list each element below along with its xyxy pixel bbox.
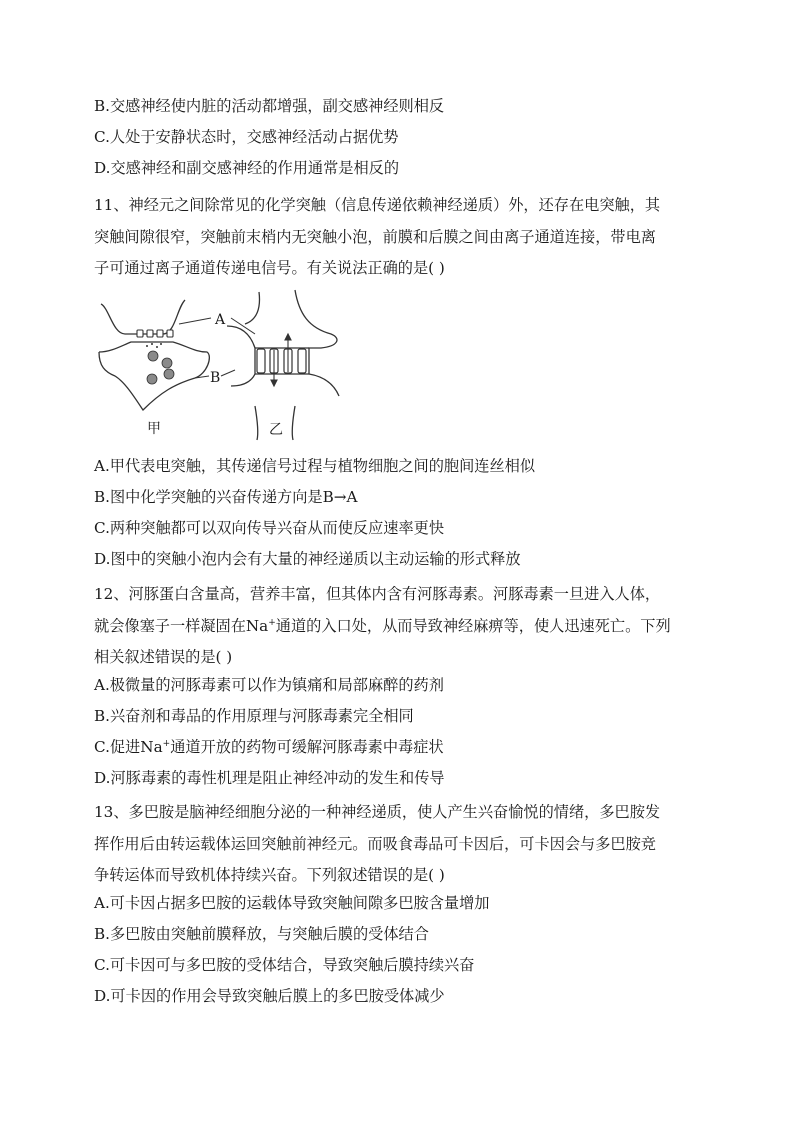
q12-stem bbox=[94, 579, 704, 674]
q12-option-c-text: C.促进Na bbox=[94, 738, 163, 756]
ion-channel bbox=[257, 349, 265, 373]
q12-stem-line bbox=[94, 611, 704, 643]
q12-option-a: A.极微量的河豚毒素可以作为镇痛和局部麻醉的药剂 bbox=[94, 676, 444, 694]
caption-jia: 甲 bbox=[147, 421, 161, 437]
yi-right-cell bbox=[295, 290, 339, 396]
synaptic-vesicle bbox=[148, 351, 158, 361]
q12-option-b: B.兴奋剂和毒品的作用原理与河豚毒素完全相同 bbox=[94, 707, 414, 725]
q12-stem-sup: + bbox=[268, 617, 276, 628]
q13-option-c: C.可卡因可与多巴胺的受体结合，导致突触后膜持续兴奋 bbox=[94, 956, 475, 974]
q12-option-c-text: 通道开放的药物可缓解河豚毒素中毒症状 bbox=[170, 738, 444, 756]
q13-stem-line: 争转运体而导致机体持续兴奋。下列叙述错误的是( ) bbox=[94, 866, 445, 884]
q10-option-d: D.交感神经和副交感神经的作用通常是相反的 bbox=[94, 159, 400, 177]
q11-stem-line: 11、神经元之间除常见的化学突触（信息传递依赖神经递质）外，还存在电突触，其 bbox=[94, 196, 661, 214]
q13-stem-line: 13、多巴胺是脑神经细胞分泌的一种神经递质，使人产生兴奋愉悦的情绪，多巴胺发 bbox=[94, 803, 661, 821]
up-arrow-head bbox=[285, 334, 291, 340]
q13-stem bbox=[94, 797, 704, 892]
label-b: B bbox=[210, 370, 221, 386]
receptor bbox=[147, 330, 153, 337]
q12-stem-line: 相关叙述错误的是( ) bbox=[94, 648, 233, 666]
q11-stem-line: 子可通过离子通道传递电信号。有关说法正确的是( ) bbox=[94, 259, 445, 277]
down-arrow-head bbox=[271, 380, 277, 386]
q12-stem-text: 就会像塞子一样凝固在Na bbox=[94, 616, 269, 635]
neurotransmitter-dot bbox=[146, 345, 148, 347]
q12-option-d: D.河豚毒素的毒性机理是阻止神经冲动的发生和传导 bbox=[94, 769, 445, 787]
q12-stem-line: 12、河豚蛋白含量高，营养丰富，但其体内含有河豚毒素。河豚毒素一旦进入人体， bbox=[94, 585, 661, 603]
label-a-leader bbox=[179, 318, 211, 324]
q11-stem bbox=[94, 190, 704, 285]
synaptic-vesicle bbox=[164, 369, 174, 379]
q11-option-b: B.图中化学突触的兴奋传递方向是B→A bbox=[94, 488, 358, 506]
yi-left-cell bbox=[227, 326, 255, 386]
neurotransmitter-dot bbox=[160, 343, 162, 345]
q13-option-a: A.可卡因占据多巴胺的运载体导致突触间隙多巴胺含量增加 bbox=[94, 894, 490, 912]
label-a: A bbox=[215, 312, 226, 328]
q13-option-d: D.可卡因的作用会导致突触后膜上的多巴胺受体减少 bbox=[94, 987, 445, 1005]
q13-stem-line: 挥作用后由转运载体运回突触前神经元。而吸食毒品可卡因后，可卡因会与多巴胺竞 bbox=[94, 834, 656, 853]
yi-left-axon bbox=[245, 292, 259, 324]
q12-option-c bbox=[94, 737, 444, 757]
q12-stem-text: 通道的入口处，从而导致神经麻痹等，使人迅速死亡。下列 bbox=[275, 616, 671, 635]
q13-option-b: B.多巴胺由突触前膜释放，与突触后膜的受体结合 bbox=[94, 925, 429, 943]
yi-left-dendrite bbox=[255, 406, 258, 440]
ion-channel bbox=[298, 349, 306, 373]
q12-option-c-sup: + bbox=[162, 738, 171, 749]
q10-option-c: C.人处于安静状态时，交感神经活动占据优势 bbox=[94, 128, 399, 146]
yi-right-dendrite bbox=[292, 406, 295, 440]
q11-stem-line: 突触间隙很窄，突触前末梢内无突触小泡，前膜和后膜之间由离子通道连接，带电离 bbox=[94, 227, 656, 246]
receptor bbox=[137, 330, 143, 337]
q11-option-d: D.图中的突触小泡内会有大量的神经递质以主动运输的形式释放 bbox=[94, 550, 521, 568]
receptor bbox=[157, 330, 163, 337]
q11-option-a: A.甲代表电突触，其传递信号过程与植物细胞之间的胞间连丝相似 bbox=[94, 457, 536, 475]
q10-option-b: B.交感神经使内脏的活动都增强，副交感神经则相反 bbox=[94, 97, 445, 115]
caption-yi: 乙 bbox=[269, 422, 283, 438]
synapse-figure bbox=[95, 286, 345, 445]
synaptic-vesicle bbox=[147, 374, 157, 384]
label-b-leader-right bbox=[221, 370, 235, 376]
neurotransmitter-dot bbox=[156, 346, 158, 348]
receptor bbox=[167, 330, 173, 337]
q11-option-c: C.两种突触都可以双向传导兴奋从而使反应速率更快 bbox=[94, 519, 445, 537]
jia-postsynaptic-membrane bbox=[101, 300, 185, 334]
neurotransmitter-dot bbox=[151, 343, 153, 345]
synapse-diagram bbox=[95, 286, 345, 441]
synaptic-vesicle bbox=[162, 358, 172, 368]
